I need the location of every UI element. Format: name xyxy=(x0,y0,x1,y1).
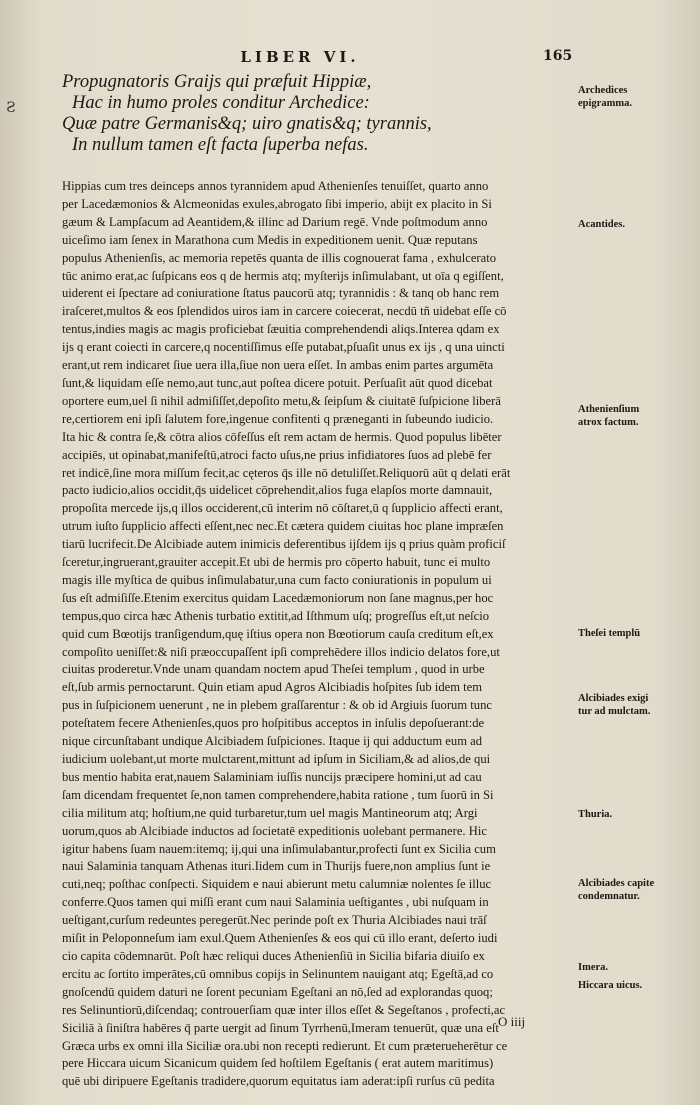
body-line: oportere eum,uel ſi nihil admiſiſſet,depoſito metu,& ſeipſum & ciuitatē ſuſpicione liberā xyxy=(62,393,501,408)
side-note-line: Acantides. xyxy=(578,219,625,230)
body-line: quē ubi diripuere Egeſtanis tradidere,quorum equitatus iam aderat:ipſi rurſus cū pedita xyxy=(62,1074,495,1089)
body-line: nique circunſtabant undique Alcibiadem ſuſpiciones. Itaque ij qui adductum eum ad xyxy=(62,734,483,749)
side-note-line: Archedices xyxy=(578,85,628,96)
body-text xyxy=(62,178,570,1091)
body-line: ijs q erant coiecti in carcere,q nocentiſſimus eſſe putabat,pſuaſit unus ex ijs , q una uincti xyxy=(62,340,505,355)
body-line: erant,ut rem indicaret ſiue uera illa,ſiue non uera eſſet. In ambas enim partes argumēta xyxy=(62,358,494,373)
body-line: ret indicē,ſine mora miſſum fecit,ac cęteros q̄s ille nō detuliſſet.Reliquorū aūt q delati erāt xyxy=(62,465,511,480)
side-note-alcibiades-capite xyxy=(578,877,696,903)
side-note-archedices xyxy=(578,84,696,110)
epigram-line: Propugnatoris Graijs qui præfuit Hippiæ, xyxy=(62,72,372,92)
body-line: ſus eſt admiſiſſe.Etenim exercitus quidam Lacedæmoniorum non ſane magnus,per hoc xyxy=(62,590,494,605)
epigram xyxy=(62,72,532,156)
body-line: Hippias cum tres deinceps annos tyrannidem apud Athenienſes tenuiſſet, quarto anno xyxy=(62,179,489,193)
epigram-line: Hac in humo proles conditur Archedice: xyxy=(72,93,370,113)
body-line: poteſtatem fecere Athenienſes,quos pro hoſpitibus acceptos in inſulis depoſuerant:de xyxy=(62,716,485,731)
epigram-line: In nullum tamen eſt facta ſuperba nefas. xyxy=(72,135,369,155)
body-line: uiceſimo iam ſenex in Marathona cum Medis in expeditionem uenit. Quæ reputans xyxy=(62,232,478,247)
body-line: ciuitas proderetur.Vnde unam quandam noctem apud Theſei templum , quod in urbe xyxy=(62,662,485,677)
body-line: Siciliā à ſiniſtra habēres q̄ parte uergit ad ſinum Tyrrhenū,Imeram tenuerūt, quæ una eſt xyxy=(62,1020,499,1035)
body-line: magis ille myſtica de quibus inſimulabatur,una cum facto coniurationis in populum ui xyxy=(62,572,492,587)
side-note-line: atrox factum. xyxy=(578,417,639,428)
body-line: utrum iuſto ſupplicio affecti eſſent,nec nec.Et cætera quidem ciuitas hoc plane impræſen xyxy=(62,519,504,534)
body-line: bus mentio habita erat,nauem Salaminiam iuſſis nuncijs præcipere homini,ut ad cau xyxy=(62,769,482,784)
side-note-line: Thuria. xyxy=(578,809,613,820)
side-note-hiccara xyxy=(578,979,696,992)
body-line: tiarū lucrifecit.De Alcibiade autem inimicis deferentibus ijſdem ijs q prius quàm proficiſ xyxy=(62,537,506,552)
body-line: cio capita cōdemnarūt. Poſt hæc reliqui duces Athenienſiū in Sicilia bifaria diuiſo ex xyxy=(62,948,485,963)
body-line: ercitu ac ſortito imperātes,cū omnibus copijs in Selinuntem nauigant atq; Egeſtā,ad co xyxy=(62,966,494,981)
body-line: re,certiorem eni ipſi ſalutem fore,ingenue confitenti q præneganti in ſubeundo iudicio. xyxy=(62,411,494,426)
body-line: pus in ſuſpicionem uenerunt , ne in plebem graſſarentur : & ob id Argiuis ſuorum tunc xyxy=(62,698,492,713)
body-line: gnoſcendū quidem daturi ne ſorent pecuniam Egeſtani an nō,ſed ad explorandas quoq; xyxy=(62,984,493,999)
body-line: igitur habens ſuam nauem:itemq; ij,qui una inſimulabantur,profecti ſunt ex Sicilia cum xyxy=(62,841,496,856)
body-line: cuti,neq; poſthac conſpecti. Siquidem e naui abierunt metu calumniæ nolentes ſe illuc xyxy=(62,877,492,892)
side-note-thesei-templum xyxy=(578,627,696,640)
body-line: propoſita mercede ijs,q illos occiderent,cū interim nō cōſtaret,ū q ſupplicio affecti erant, xyxy=(62,501,503,516)
side-note-imera xyxy=(578,961,696,974)
body-line: cilia militum atq; hoſtium,ne quid turbaretur,tum uel magis Mantineorum atq; Argi xyxy=(62,805,478,820)
body-line: ſceretur,ingruerant,grauiter accepit.Et ubi de hermis pro cōperto habuit, tunc ei multo xyxy=(62,555,491,570)
body-line: iraſceret,multos & eos ſplendidos uiros iam in carcere coiecerat, necdū tñ uidebat eſſe cō xyxy=(62,304,507,319)
body-line: quid cum Bœotijs tranſigendum,quę iſtius opera non Bœotiorum cauſa creditum eſt,ex xyxy=(62,626,494,641)
side-note-line: Theſei templū xyxy=(578,628,641,639)
side-note-line: Alcibiades capite xyxy=(578,878,655,889)
side-note-acantides xyxy=(578,218,696,231)
side-note-alcibiades-mulcta xyxy=(578,692,696,718)
body-line: naui Salaminia tanquam Athenas ituri.Iidem cum in Thurijs fuere,non amplius ſunt ie xyxy=(62,859,491,874)
side-note-line: Athenienſium xyxy=(578,404,640,415)
body-line: eſt,ſub armis pernoctarunt. Quin etiam apud Agros Alcibiadis hoſpites ſub idem tem xyxy=(62,680,483,695)
running-header: LIBER VI. xyxy=(240,48,360,66)
body-line: iudicium uolebant,ut morte mulctarent,mittunt ad ipſum in Siciliam,& ad alios,de qui xyxy=(62,752,491,766)
body-line: conferre.Quos tamen qui miſſi erant cum naui Salaminia ueſtigantes , ubi nuſquam in xyxy=(62,895,489,910)
body-line: compoſito ueniſſet:& niſi præoccupaſſent ipſi comprehēdere illos indicio delatos fore,ut xyxy=(62,644,500,659)
body-line: pere Hiccara uicum Sicanicum quidem ſed hoſtilem Egeſtanis ( erat autem maritimus) xyxy=(62,1056,494,1071)
body-line: res Selinuntiorū,diſcendaq; controuerſiam quæ inter illos eſſet & Segeſtanos , profecti,ac xyxy=(62,1002,506,1017)
body-line: uiderent ei ſpectare ad coniuratione ſtatus paucorū atq; tyrannidis : & tanq ob hanc rem xyxy=(62,286,500,301)
side-note-line: tur ad mulctam. xyxy=(578,706,651,717)
body-line: Græca urbs ex omni illa Siciliæ ora.ubi non recepti redierunt. Et cum præterueherētur ce xyxy=(62,1038,508,1053)
side-note-atrox-factum xyxy=(578,403,696,429)
epigram-line: Quæ patre Germanis&q; uiro gnatis&q; tyrannis, xyxy=(62,114,432,134)
side-note-line: Hiccara uicus. xyxy=(578,980,643,991)
body-line: gæum & Lampſacum ad Aeantidem,& illinc ad Darium regē. Vnde poſtmodum anno xyxy=(62,214,488,229)
side-note-thuria xyxy=(578,808,696,821)
body-line: tempus,quo circa hæc Athenis turbatio extitit,ad Iſthmum uſq; progreſſus eſt,ut neſcio xyxy=(62,608,490,623)
side-note-line: condemnatur. xyxy=(578,891,640,902)
side-note-line: Imera. xyxy=(578,962,609,973)
margin-mark: Ƨ xyxy=(6,100,16,116)
body-line: tūc animo erat,ac ſuſpicans eos q de hermis atq; myſterijs inſimulabant, ut oīa q egiſſent, xyxy=(62,268,504,283)
page-number: 165 xyxy=(543,48,573,64)
side-note-line: Alcibiades exigi xyxy=(578,693,649,704)
body-line: uorum,quos ab Alcibiade inductos ad ſocietatē expeditionis uolebant permanere. Hic xyxy=(62,823,487,838)
body-line: ſunt,& liquidam eſſe nemo,aut tunc,aut poſtea dicere potuit. Perſuaſit aūt quod dicebat xyxy=(62,375,493,390)
body-line: pacto iudicio,alios occidit,q̄s uidelicet cōprehendit,alios fuga elapſos morte damnauit, xyxy=(62,483,493,498)
body-line: Ita hic & contra ſe,& cōtra alios cōfeſſus eſt rem actam de hermis. Quod populus libēter xyxy=(62,429,502,444)
body-line: ueſtigant,curſum redeuntes peregerūt.Nec perinde poſt ex Thuria Alcibiades naui trāſ xyxy=(62,913,487,928)
body-line: miſit in Peloponneſum iam exul.Quem Athenienſes & eos qui cū illo erant, deſerto iudi xyxy=(62,931,498,946)
body-line: accipiēs, ut opinabat,manifeſtū,atroci facto uſus,ne prius infidiatores ſuos ad plebē fer xyxy=(62,447,492,462)
catchword-signature: O iiij xyxy=(498,1014,526,1029)
body-line: ſam dicendam frequentet ſe,non tamen comprehendere,habita ratione , tum ſuorū in Si xyxy=(62,787,494,802)
side-note-line: epigramma. xyxy=(578,98,632,109)
body-line: per Lacedæmonios & Alcmeonidas exules,abrogato ſibi imperio, abijt ex placito in Si xyxy=(62,196,492,211)
body-line: populus Athenienſis, ac memoria repetēs quanta de illis cognouerat fama , exhulcerato xyxy=(62,250,496,265)
body-line: tentus,indies magis ac magis proficiebat ſæuitia comprehendendi aliqs.Interea qdam ex xyxy=(62,322,500,337)
